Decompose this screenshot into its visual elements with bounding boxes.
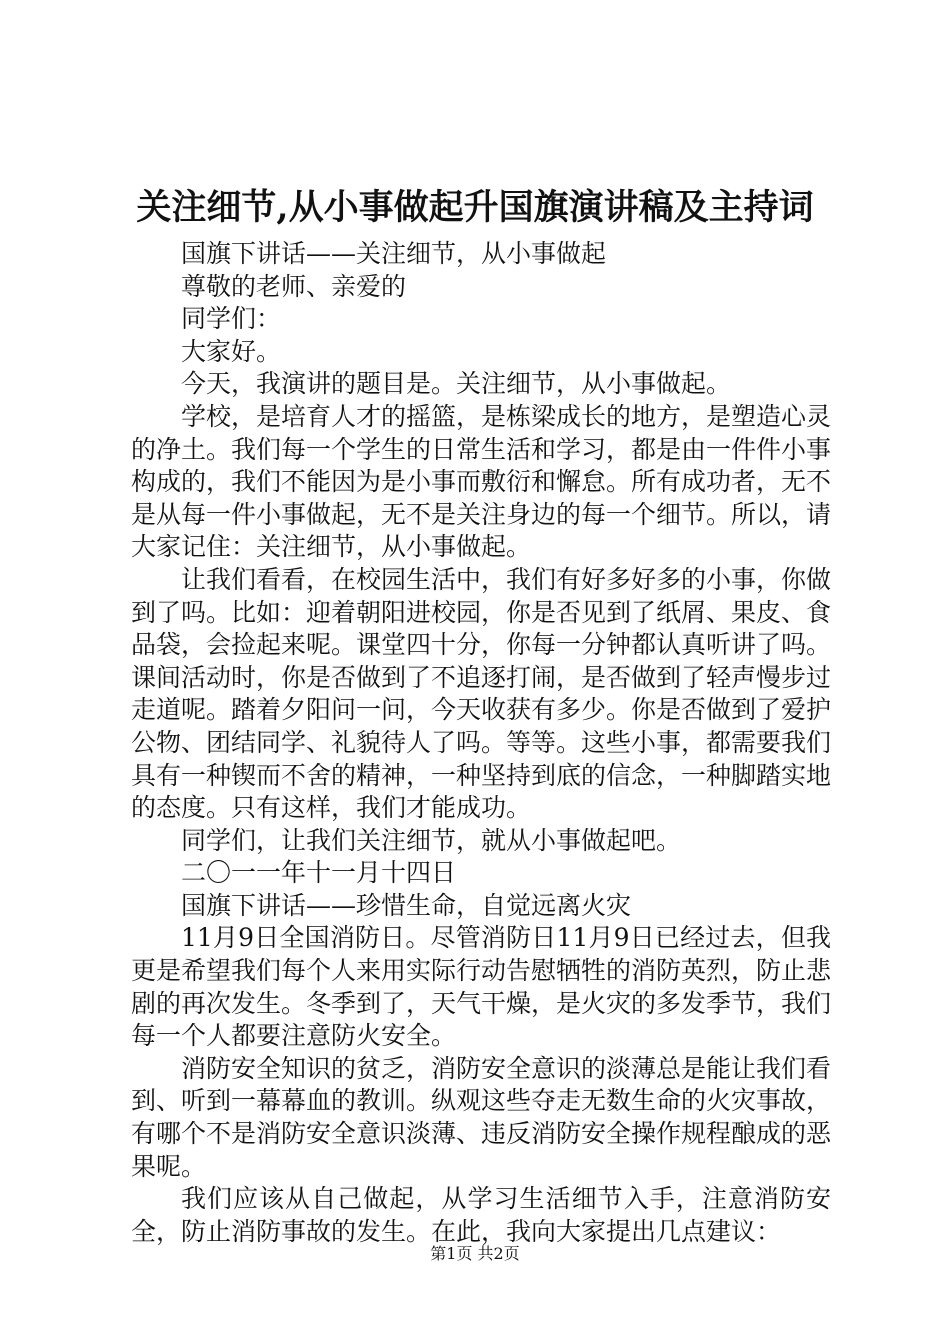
paragraph: 国旗下讲话——珍惜生命，自觉远离火灾	[181, 890, 632, 920]
paragraph: 今天，我演讲的题目是。关注细节，从小事做起。	[181, 369, 732, 399]
document-title: 关注细节,从小事做起升国旗演讲稿及主持词	[136, 187, 814, 228]
paragraph: 消防安全知识的贫乏，消防安全意识的淡薄总是能让我们看到、听到一幕幕血的教训。纵观这些夺走无数生命的火灾事故，有哪个不是消防安全意识淡薄、违反消防安全操作规程酿成的恶果呢。	[131, 1053, 832, 1181]
paragraph: 国旗下讲话——关注细节，从小事做起	[181, 239, 607, 268]
paragraph: 学校，是培育人才的摇篮，是栋梁成长的地方，是塑造心灵的净土。我们每一个学生的日常生活和学习，都是由一件件小事构成的，我们不能因为是小事而敷衍和懈怠。所有成功者，无不是从每一件小事做起，无不是关注身边的每一个细节。所以，请大家记住：关注细节，从小事做起。	[131, 401, 832, 562]
paragraph: 11月9日全国消防日。尽管消防日11月9日已经过去，但我更是希望我们每个人来用实际行动告慰牺牲的消防英烈，防止悲剧的再次发生。冬季到了，天气干燥，是火灾的多发季节，我们每一个人都要注意防火安全。	[131, 923, 832, 1051]
paragraph: 大家好。	[181, 336, 282, 366]
document-body	[131, 238, 831, 1248]
paragraph: 二〇一一年十一月十四日	[181, 858, 457, 888]
page-footer: 第1页 共2页	[430, 1244, 520, 1263]
paragraph: 我们应该从自己做起，从学习生活细节入手，注意消防安全，防止消防事故的发生。在此，我向大家提出几点建议：	[131, 1184, 831, 1246]
paragraph: 同学们：	[181, 304, 282, 334]
paragraph: 同学们，让我们关注细节，就从小事做起吧。	[181, 825, 682, 855]
paragraph: 尊敬的老师、亲爱的	[181, 271, 407, 301]
paragraph: 让我们看看，在校园生活中，我们有好多好多的小事，你做到了吗。比如：迎着朝阳进校园，你是否见到了纸屑、果皮、食品袋，会捡起来呢。课堂四十分，你每一分钟都认真听讲了吗。课间活动时，你是否做到了不追逐打闹，是否做到了轻声慢步过走道呢。踏着夕阳问一问，今天收获有多少。你是否做到了爱护公物、团结同学、礼貌待人了吗。等等。这些小事，都需要我们具有一种锲而不舍的精神，一种坚持到底的信念，一种脚踏实地的态度。只有这样，我们才能成功。	[131, 564, 832, 823]
